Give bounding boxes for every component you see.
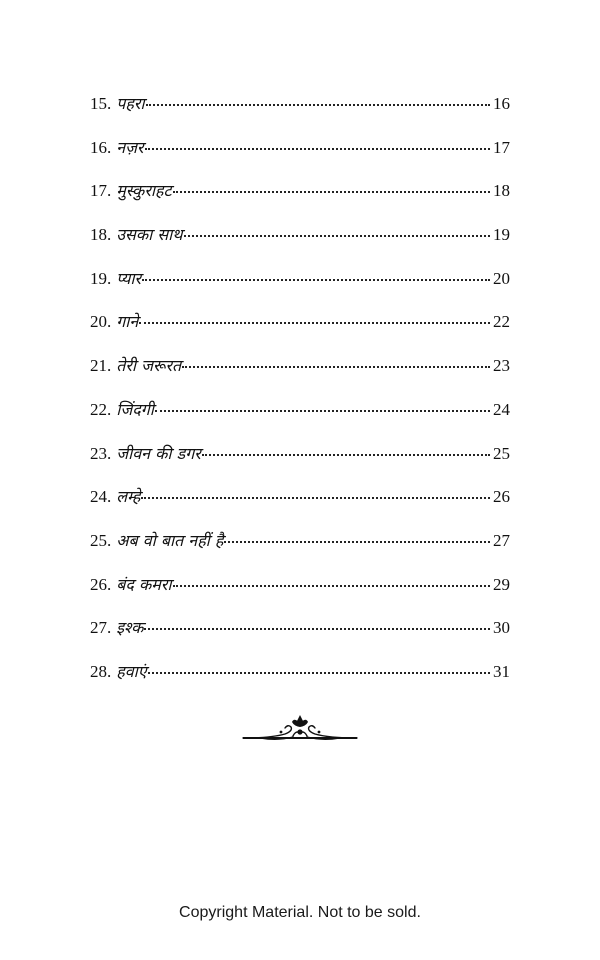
toc-entry-number: 26. [90, 574, 112, 594]
toc-entry-title: अब वो बात नहीं है [116, 530, 224, 550]
table-of-contents [90, 89, 510, 701]
toc-entry-page: 31 [493, 661, 510, 681]
toc-entry [90, 351, 510, 395]
toc-entry [90, 307, 510, 351]
toc-entry [90, 133, 510, 177]
toc-entry-page: 16 [493, 94, 510, 113]
toc-entry-title: नज़र [116, 137, 144, 157]
toc-entry-page: 27 [493, 530, 510, 550]
toc-entry-page: 25 [493, 443, 510, 463]
toc-entry-page: 20 [493, 268, 510, 288]
toc-entry-title: बंद कमरा [116, 574, 172, 594]
dot-leader [141, 496, 490, 499]
toc-entry [90, 220, 510, 264]
toc-entry-number: 16. [90, 137, 112, 157]
toc-entry [90, 526, 510, 570]
dot-leader [202, 453, 490, 456]
toc-entry-page: 24 [493, 399, 510, 419]
toc-entry-page: 17 [493, 137, 510, 157]
toc-entry-page: 22 [493, 312, 510, 332]
toc-entry-number: 18. [90, 225, 112, 245]
toc-entry-number: 20. [90, 312, 112, 332]
dot-leader [145, 147, 490, 150]
toc-entry-number: 22. [90, 399, 112, 419]
floral-divider-icon [241, 710, 359, 744]
dot-leader [144, 627, 490, 630]
toc-entry [90, 570, 510, 614]
toc-entry-number: 23. [90, 443, 112, 463]
toc-entry-number: 25. [90, 530, 112, 550]
toc-entry-title: इश्क [116, 618, 144, 638]
toc-entry-number: 15. [90, 94, 112, 113]
toc-entry [90, 657, 510, 701]
toc-entry-title: गाने [116, 312, 139, 332]
toc-entry [90, 439, 510, 483]
toc-entry-number: 24. [90, 487, 112, 507]
dot-leader [139, 321, 490, 324]
toc-entry [90, 482, 510, 526]
toc-entry-page: 23 [493, 356, 510, 376]
toc-entry-number: 21. [90, 356, 112, 376]
toc-entry [90, 613, 510, 657]
toc-entry-number: 27. [90, 618, 112, 638]
toc-entry-title: हवाएं [116, 661, 147, 681]
toc-entry-page: 30 [493, 618, 510, 638]
dot-leader [148, 671, 490, 674]
toc-entry-title: मुस्कुराहट [116, 181, 172, 201]
toc-entry-title: तेरी जरूरत [116, 356, 182, 376]
toc-entry [90, 264, 510, 308]
dot-leader [173, 190, 490, 193]
toc-entry-page: 29 [493, 574, 510, 594]
toc-entry-number: 17. [90, 181, 112, 201]
toc-entry-title: उसका साथ [116, 225, 183, 245]
toc-entry [90, 89, 510, 133]
toc-entry [90, 176, 510, 220]
dot-leader [224, 540, 490, 543]
toc-entry [90, 395, 510, 439]
toc-entry-page: 26 [493, 487, 510, 507]
toc-entry-title: जीवन की डगर [116, 443, 201, 463]
dot-leader [146, 103, 490, 106]
toc-entry-title: लम्हे [116, 487, 141, 507]
toc-entry-title: पहरा [116, 94, 145, 113]
toc-entry-page: 18 [493, 181, 510, 201]
dot-leader [142, 278, 490, 281]
toc-entry-title: प्यार [116, 268, 142, 288]
dot-leader [173, 584, 490, 587]
toc-entry-number: 19. [90, 268, 112, 288]
dot-leader [184, 234, 490, 237]
toc-entry-page: 19 [493, 225, 510, 245]
dot-leader [155, 409, 490, 412]
copyright-notice: Copyright Material. Not to be sold. [179, 904, 421, 921]
toc-entry-title: जिंदगी [116, 399, 154, 419]
toc-entry-number: 28. [90, 661, 112, 681]
dot-leader [182, 365, 490, 368]
